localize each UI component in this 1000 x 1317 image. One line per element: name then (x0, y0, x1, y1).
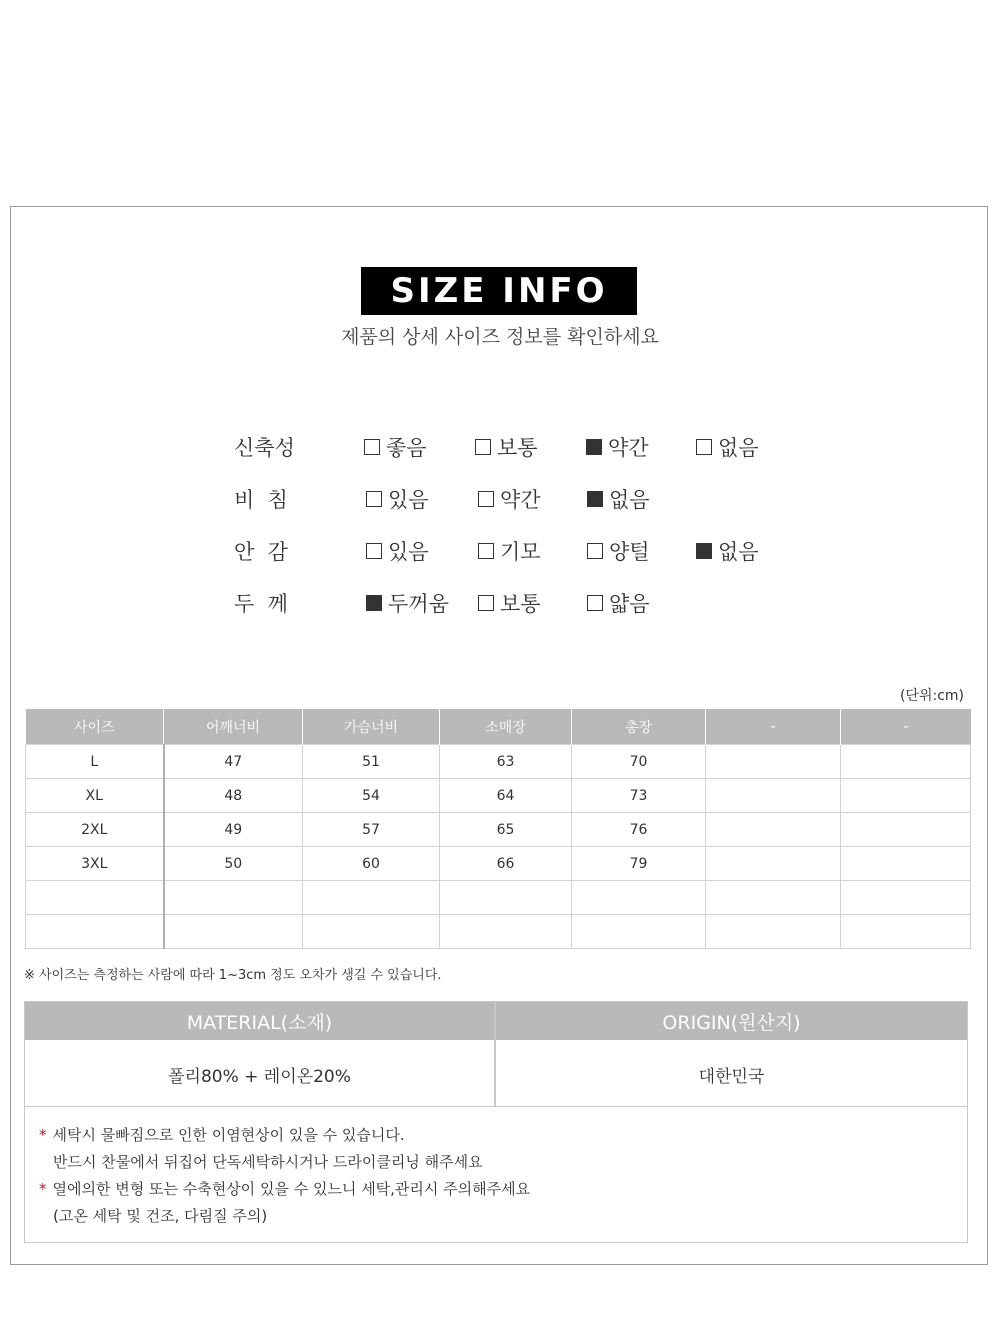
attr-option (366, 484, 429, 514)
table-cell (303, 915, 440, 949)
attr-option-label: 없음 (609, 488, 650, 512)
attr-option (478, 588, 541, 618)
care-text: 열에의한 변형 또는 수축현상이 있을 수 있느니 세탁,관리시 주의해주세요 (52, 1180, 531, 1198)
table-cell (26, 915, 164, 949)
attr-option-label: 약간 (500, 488, 541, 512)
table-cell (841, 813, 971, 847)
checkbox-icon (478, 595, 494, 611)
table-cell: 57 (303, 813, 440, 847)
attr-option (475, 432, 538, 462)
attr-option-label: 좋음 (386, 436, 427, 460)
table-cell: 2XL (26, 813, 164, 847)
attr-option-label: 있음 (388, 488, 429, 512)
attr-option (478, 536, 541, 566)
care-line (53, 1205, 267, 1226)
checkbox-icon (475, 439, 491, 455)
size-info-subtitle: 제품의 상세 사이즈 정보를 확인하세요 (341, 326, 659, 348)
attr-option (696, 432, 759, 462)
attr-option (696, 536, 759, 566)
column-header: 총장 (572, 709, 706, 745)
table-cell: L (26, 745, 164, 779)
attr-option (366, 588, 449, 618)
size-note: ※ 사이즈는 측정하는 사람에 따라 1~3cm 정도 오차가 생길 수 있습니다. (24, 968, 442, 983)
table-cell (164, 915, 303, 949)
column-header: 어깨너비 (164, 709, 303, 745)
checkbox-checked-icon (696, 543, 712, 559)
attr-option-label: 얇음 (609, 592, 650, 616)
table-cell: 54 (303, 779, 440, 813)
attr-option (587, 588, 650, 618)
table-cell: 79 (572, 847, 706, 881)
asterisk-icon: * (39, 1180, 47, 1198)
attr-option-label: 두꺼움 (388, 592, 449, 616)
column-header: 가슴너비 (303, 709, 440, 745)
table-row (26, 847, 971, 881)
column-header: 소매장 (440, 709, 572, 745)
table-cell: 51 (303, 745, 440, 779)
attr-option-label: 보통 (500, 592, 541, 616)
table-cell (841, 779, 971, 813)
material-header: MATERIAL(소재) (25, 1002, 494, 1040)
table-cell: 65 (440, 813, 572, 847)
column-header: - (706, 709, 841, 745)
table-cell: 49 (164, 813, 303, 847)
table-row (26, 915, 971, 949)
attr-option-label: 없음 (718, 436, 759, 460)
material-section (24, 1001, 968, 1243)
care-line (53, 1151, 483, 1172)
table-cell (841, 745, 971, 779)
row-divider (25, 1106, 967, 1107)
table-cell (706, 813, 841, 847)
checkbox-icon (366, 543, 382, 559)
table-cell: 47 (164, 745, 303, 779)
table-cell (440, 881, 572, 915)
checkbox-icon (478, 543, 494, 559)
care-line (39, 1178, 530, 1199)
attr-label: 안 감 (234, 540, 288, 564)
table-cell: 3XL (26, 847, 164, 881)
table-header-row (26, 709, 971, 745)
table-cell: 64 (440, 779, 572, 813)
table-cell (26, 881, 164, 915)
table-cell (706, 745, 841, 779)
table-cell (572, 881, 706, 915)
table-cell (706, 915, 841, 949)
table-cell: 50 (164, 847, 303, 881)
checkbox-icon (587, 543, 603, 559)
attr-option (586, 432, 649, 462)
column-header: - (841, 709, 971, 745)
table-cell (841, 847, 971, 881)
attr-option-label: 양털 (609, 540, 650, 564)
origin-value: 대한민국 (698, 1066, 765, 1087)
care-text: 세탁시 물빠짐으로 인한 이염현상이 있을 수 있습니다. (52, 1126, 405, 1144)
table-row (26, 813, 971, 847)
attr-option (478, 484, 541, 514)
table-cell: 66 (440, 847, 572, 881)
table-cell (303, 881, 440, 915)
table-cell: 48 (164, 779, 303, 813)
table-cell (706, 881, 841, 915)
attr-option-label: 없음 (718, 540, 759, 564)
table-cell: 73 (572, 779, 706, 813)
checkbox-checked-icon (586, 439, 602, 455)
checkbox-checked-icon (366, 595, 382, 611)
table-row (26, 745, 971, 779)
table-cell (841, 915, 971, 949)
material-value: 폴리80% + 레이온20% (168, 1066, 351, 1087)
checkbox-checked-icon (587, 491, 603, 507)
table-row (26, 881, 971, 915)
care-text: (고온 세탁 및 건조, 다림질 주의) (53, 1207, 268, 1225)
size-table (25, 709, 971, 949)
attr-option (587, 484, 650, 514)
table-cell: 60 (303, 847, 440, 881)
table-cell (164, 881, 303, 915)
attr-option (587, 536, 650, 566)
attr-option-label: 약간 (608, 436, 649, 460)
care-text: 반드시 찬물에서 뒤집어 단독세탁하시거나 드라이클리닝 해주세요 (53, 1153, 483, 1171)
table-cell (706, 779, 841, 813)
table-cell: 63 (440, 745, 572, 779)
table-cell (706, 847, 841, 881)
attr-option (366, 536, 429, 566)
attr-label: 비 침 (234, 488, 288, 512)
table-cell: 76 (572, 813, 706, 847)
checkbox-icon (366, 491, 382, 507)
asterisk-icon: * (39, 1126, 47, 1144)
attr-option-label: 있음 (388, 540, 429, 564)
attr-option-label: 보통 (497, 436, 538, 460)
attr-label: 두 께 (234, 592, 288, 616)
attr-option-label: 기모 (500, 540, 541, 564)
attr-option (364, 432, 427, 462)
table-cell (440, 915, 572, 949)
size-info-title: SIZE INFO (361, 267, 637, 315)
attr-label: 신축성 (234, 436, 295, 460)
unit-label: (단위:cm) (899, 688, 964, 704)
checkbox-icon (478, 491, 494, 507)
checkbox-icon (364, 439, 380, 455)
care-line (39, 1124, 405, 1145)
table-cell (841, 881, 971, 915)
table-cell (572, 915, 706, 949)
table-cell: XL (26, 779, 164, 813)
checkbox-icon (587, 595, 603, 611)
checkbox-icon (696, 439, 712, 455)
table-cell: 70 (572, 745, 706, 779)
column-header: 사이즈 (26, 709, 164, 745)
table-row (26, 779, 971, 813)
origin-header: ORIGIN(원산지) (496, 1002, 967, 1040)
